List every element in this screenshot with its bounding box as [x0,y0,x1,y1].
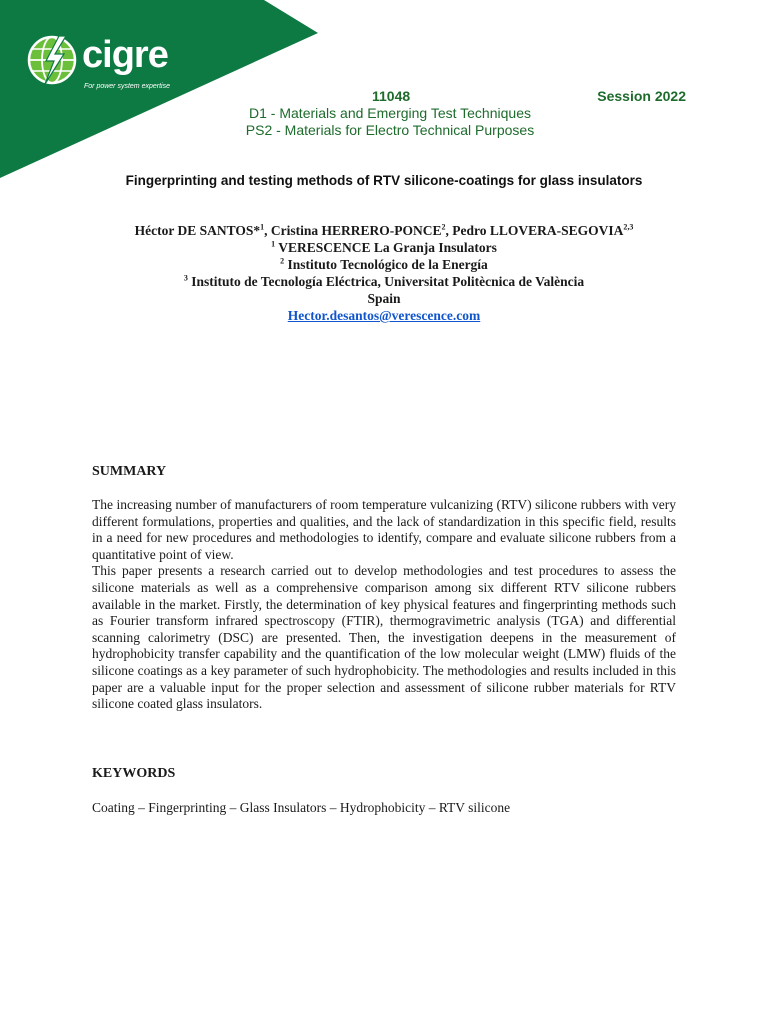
author-line [60,222,708,239]
author-name: Héctor DE SANTOS* [134,223,261,238]
affiliation-line [60,239,708,256]
keywords-heading: KEYWORDS [92,766,176,781]
author-block [60,222,708,324]
author-name: Cristina HERRERO-PONCE [270,223,442,238]
summary-paragraph: The increasing number of manufacturers of room temperature vulcanizing (RTV) silicone rubbers with very different formulations, properties and qualities, and the lack of standardization in this specific field, results in a need for new procedures and methodologies to identify, compare and evaluate silicone rubbers from a quantitative point of view. [92,497,676,562]
affiliation-text: VERESCENCE La Granja Insulators [275,240,497,255]
affiliation-line [60,273,708,290]
author-name: Pedro LLOVERA-SEGOVIA [452,223,624,238]
author-superscript: 1 [260,222,265,232]
globe-icon [26,34,78,86]
separator: , [445,223,453,238]
affiliation-superscript: 1 [271,239,276,249]
affiliation-text: Instituto de Tecnología Eléctrica, Universitat Politècnica de València [187,274,585,289]
summary-body [92,497,676,713]
paper-number: 11048 [372,88,411,104]
affiliation-superscript: 2 [280,256,285,266]
study-committee: D1 - Materials and Emerging Test Techniques [249,105,531,121]
separator: , [264,223,271,238]
logo-wordmark: cigre [82,34,168,76]
country: Spain [367,291,401,306]
session-label: Session 2022 [597,88,686,104]
cigre-logo [26,30,186,96]
author-superscript: 2,3 [623,222,634,232]
preferential-subject: PS2 - Materials for Electro Technical Purposes [245,122,535,138]
paper-title: Fingerprinting and testing methods of RTV silicone-coatings for glass insulators [125,173,643,188]
keywords-text: Coating – Fingerprinting – Glass Insulators – Hydrophobicity – RTV silicone [92,800,511,815]
logo-tagline: For power system expertise [84,83,170,90]
affiliation-superscript: 3 [183,273,188,283]
affiliation-line [60,256,708,273]
affiliation-text: Instituto Tecnológico de la Energía [284,257,488,272]
summary-paragraph: This paper presents a research carried out to develop methodologies and test procedures to assess the silicone materials as well as a comprehensive comparison among six different RTV silicone rubbers available in the market. Firstly, the determination of key physical features and fingerprinting methods such as Fourier transform infrared spectroscopy (FTIR), thermogravimetric analysis (TGA) and differential scanning calorimetry (DSC) are presented. Then, the investigation deepens in the measurement of hydrophobicity transfer capability and the quantification of the low molecular weight (LMW) fluids of the silicone coatings as a key parameter of such hydrophobicity. The methodologies and results included in this paper are a valuable input for the proper selection and assessment of silicone rubber materials for RTV silicone coated glass insulators. [92,563,676,712]
author-email-link[interactable]: Hector.desantos@verescence.com [287,308,481,323]
summary-heading: SUMMARY [92,464,167,479]
author-superscript: 2 [441,222,446,232]
